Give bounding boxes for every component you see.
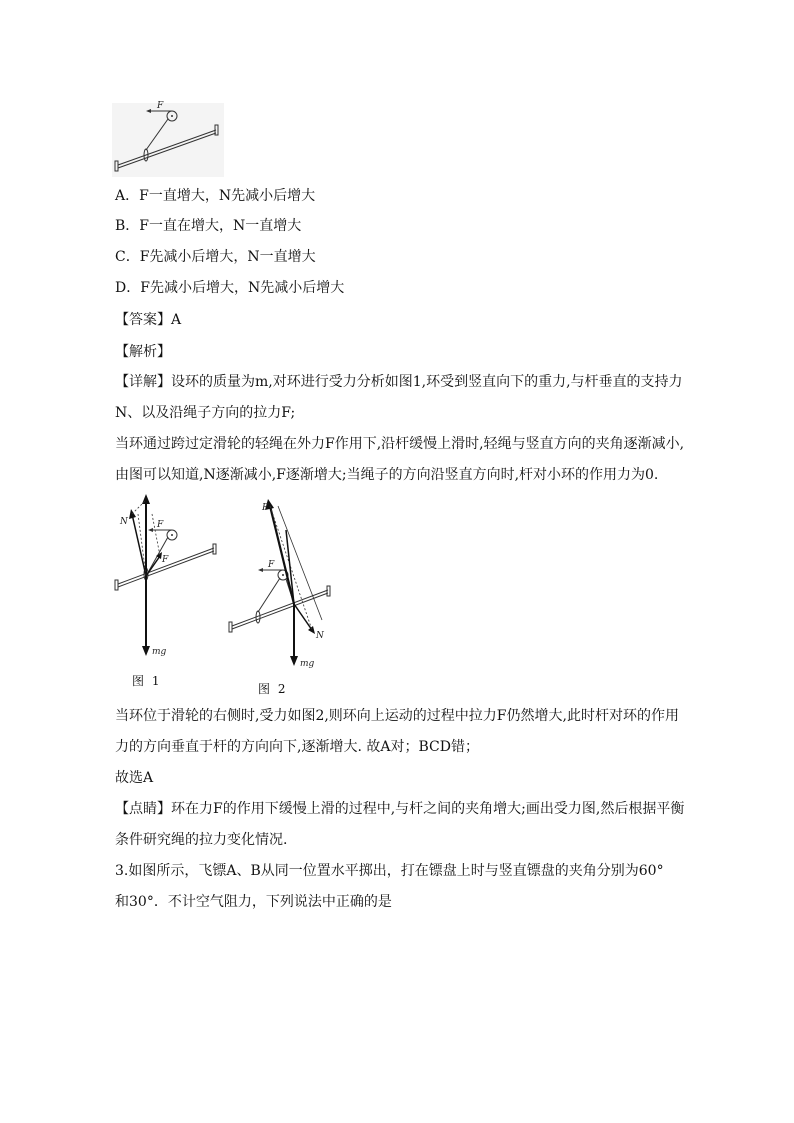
tension-vector (270, 506, 294, 604)
detail-line-3: 当环通过跨过定滑轮的轻绳在外力F作用下,沿杆缓慢上滑时,轻绳与竖直方向的夹角逐渐减小, (115, 436, 685, 452)
option-c: C．F先减小后增大，N一直增大 (115, 249, 316, 265)
tension-vector (146, 556, 160, 576)
figure-1 (112, 490, 222, 665)
conclusion-line-2: 力的方向垂直于杆的方向向下,逐渐增大. 故A对；BCD错； (115, 739, 479, 755)
figure-2-caption: 图 2 (258, 682, 288, 696)
option-a: A．F一直增大，N先减小后增大 (115, 188, 316, 204)
dashed-line-a (132, 500, 146, 514)
dashed-line-a (270, 506, 312, 630)
conclusion-line-3: 故选A (115, 770, 154, 786)
pulley-axle (282, 574, 284, 576)
weight-arrowhead (290, 656, 298, 666)
detail-line-4: 由图可以知道,N逐渐减小,F逐渐增大;当绳子的方向沿竖直方向时,杆对小环的作用力为0. (115, 467, 659, 483)
comment-line-2: 条件研究绳的拉力变化情况. (115, 832, 288, 848)
tension-label: F (162, 555, 169, 565)
rope-left (258, 578, 280, 612)
question-3-line-2: 和30°．不计空气阻力，下列说法中正确的是 (115, 894, 392, 910)
rod-right-mount (327, 586, 330, 596)
force-f-label-top: F (268, 560, 275, 570)
force-f-arrowhead-top (148, 528, 153, 532)
weight-arrowhead (142, 646, 150, 656)
top-pulley-figure (112, 103, 224, 177)
figure-2 (228, 490, 338, 670)
weight-label: mg (152, 647, 167, 657)
normal-force-label: N (120, 517, 128, 527)
pulley-axle (171, 115, 173, 117)
figure-1-caption: 图 1 (132, 674, 162, 688)
force-f-arrowhead-top (258, 568, 263, 572)
weight-label: mg (300, 659, 315, 669)
normal-force-label: N (316, 631, 324, 641)
force-f-label: F (157, 101, 164, 111)
comment-line-1: 【点睛】环在力F的作用下缓慢上滑的过程中,与杆之间的夹角增大;画出受力图,然后根据平衡 (115, 801, 685, 817)
answer: 【答案】A (115, 312, 182, 328)
rod (232, 590, 328, 626)
normal-force-vector (294, 604, 312, 630)
conclusion-line-1: 当环位于滑轮的右侧时,受力如图2,则环向上运动的过程中拉力F仍然增大,此时杆对环的作用 (115, 708, 679, 724)
rod-left-mount (229, 622, 232, 632)
rod-left-mount (115, 580, 118, 590)
normal-force-arrowhead (308, 626, 315, 634)
force-f-label-top: F (157, 520, 164, 530)
detail-line-1: 【详解】设环的质量为m,对环进行受力分析如图1,环受到竖直向下的重力,与杆垂直的支持力 (115, 374, 683, 390)
rod (118, 548, 214, 584)
figure-background (112, 103, 224, 177)
tension-label: F (262, 503, 269, 513)
rod-right-mount (213, 544, 216, 554)
question-3-line-1: 3.如图所示，飞镖A、B从同一位置水平掷出，打在镖盘上时与竖直镖盘的夹角分别为60° (115, 863, 664, 879)
option-d: D．F先减小后增大，N先减小后增大 (115, 280, 345, 296)
detail-line-2: N、以及沿绳子方向的拉力F; (115, 405, 296, 421)
option-b: B．F一直在增大，N一直增大 (115, 218, 302, 234)
analysis-heading: 【解析】 (115, 344, 171, 360)
pulley-axle (171, 534, 173, 536)
